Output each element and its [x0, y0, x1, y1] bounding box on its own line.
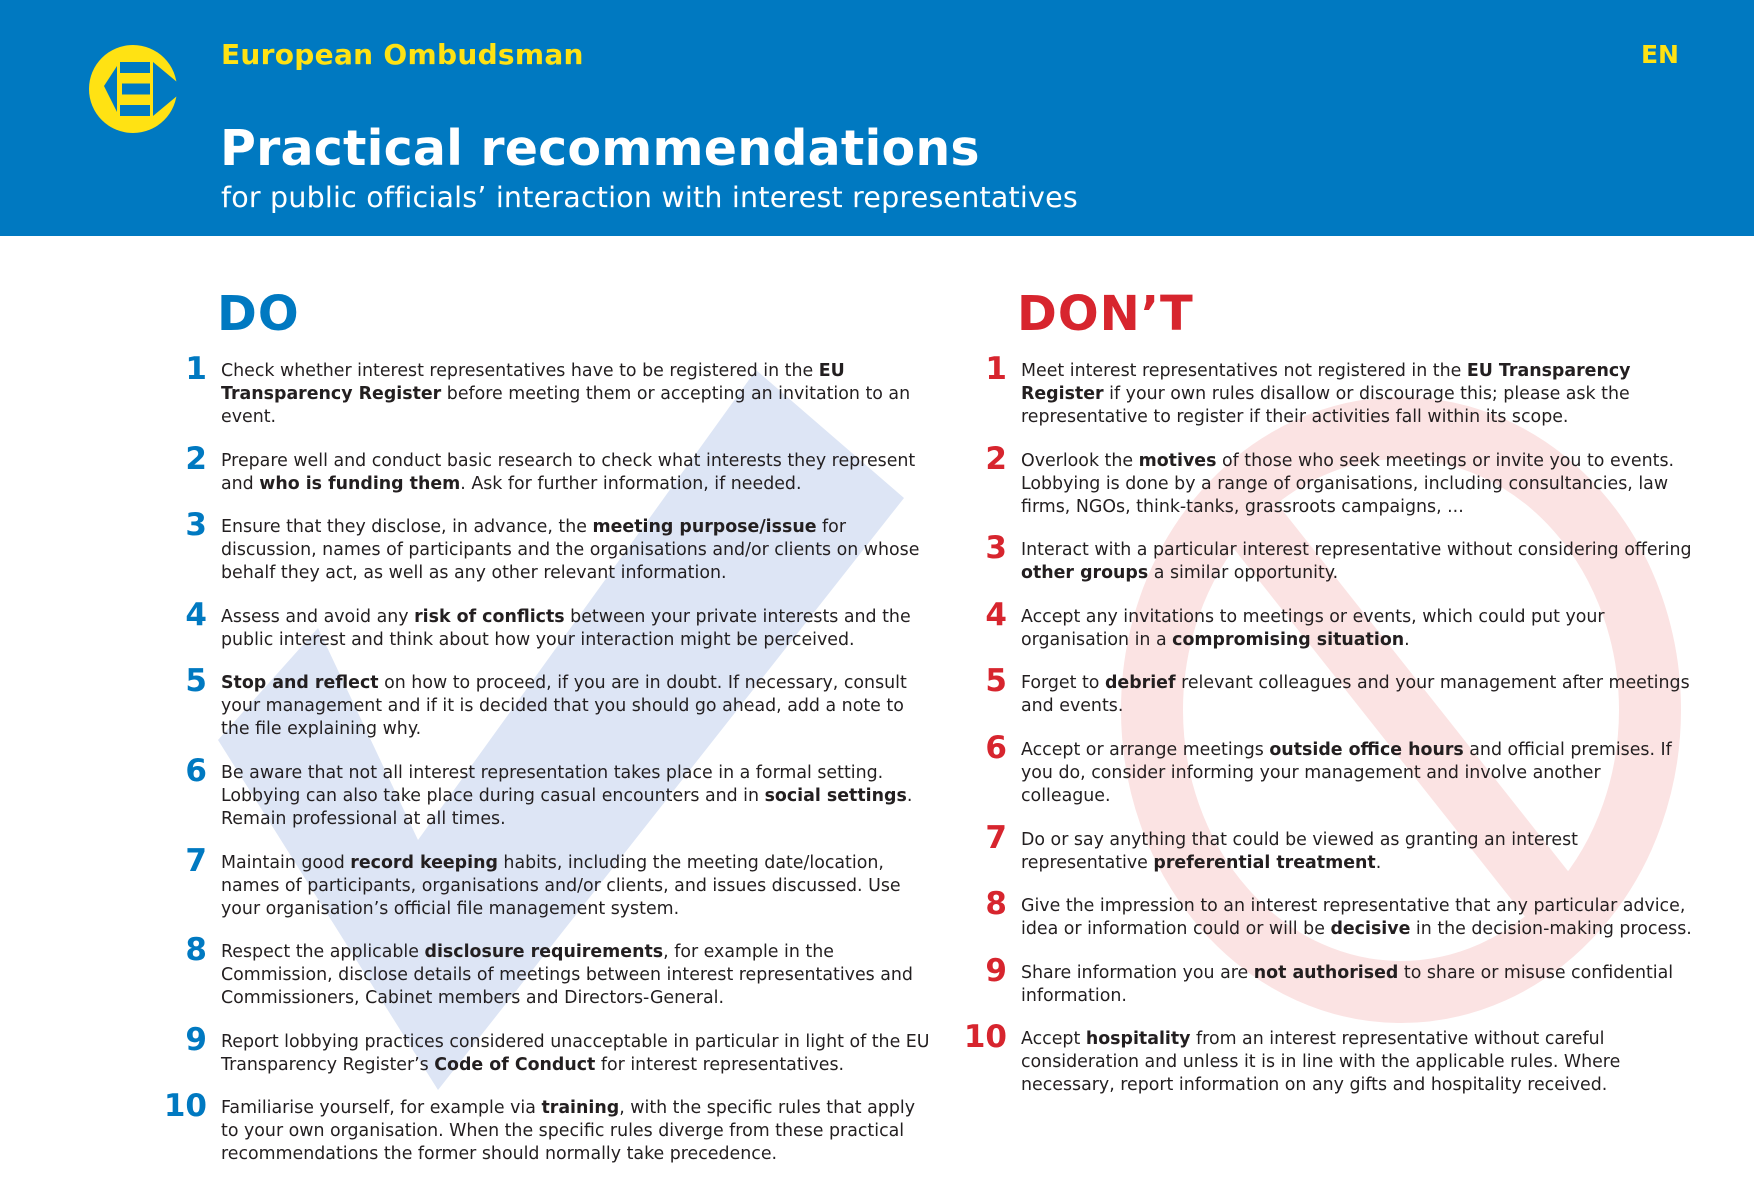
- body-text: , for example in the Commission, disclose details of meetings between interest representatives and Commissioners, Cabinet members and Directors-General.: [221, 942, 913, 1009]
- header-banner: [0, 0, 1754, 236]
- dont-item-text: [1021, 1028, 1692, 1097]
- emphasis-text: EU Transparency Register: [221, 361, 845, 404]
- emphasis-text: compromising situation: [1172, 629, 1405, 650]
- dont-item-text: [1021, 895, 1692, 941]
- body-text: to share or misuse confidential information.: [1021, 962, 1674, 1006]
- body-text: . Remain professional at all times.: [221, 785, 913, 829]
- body-text: if your own rules disallow or discourage this; please ask the representative to register if their activities fall within its scope.: [1021, 384, 1630, 427]
- dont-item-text: [1021, 739, 1692, 808]
- body-text: before meeting them or accepting an invitation to an event.: [221, 384, 911, 427]
- dont-item: [950, 663, 1692, 718]
- body-text: on how to proceed, if you are in doubt. If necessary, consult your management and if it is decided that you should go ahead, add a note to the file explaining why.: [221, 673, 907, 740]
- emphasis-text: EU Transparency Register: [1021, 361, 1631, 404]
- body-text: between your private interests and the public interest and think about how your interaction might be perceived.: [221, 606, 911, 650]
- do-list: [150, 351, 936, 1187]
- dont-item-text: [1021, 962, 1692, 1008]
- body-text: Respect the applicable: [221, 942, 425, 963]
- dont-item-number: 2: [985, 440, 1007, 477]
- dont-item-number: 6: [985, 729, 1007, 766]
- do-item: [150, 1021, 936, 1077]
- body-text: .: [1375, 852, 1382, 873]
- dont-item-number: 3: [985, 530, 1007, 567]
- do-item-number: 7: [185, 842, 207, 879]
- emphasis-text: disclosure requirements: [424, 942, 664, 963]
- emphasis-text: other groups: [1021, 563, 1149, 584]
- body-text: habits, including the meeting date/location, names of participants, organisations and/or clients, and issues discussed. Use your organisation’s official file management system.: [221, 852, 901, 919]
- do-item-number: 6: [185, 752, 207, 789]
- emphasis-text: debrief: [1104, 673, 1176, 694]
- body-text: Accept any invitations to meetings or events, which could put your organisation in a: [1021, 606, 1605, 650]
- dont-item: [950, 952, 1692, 1008]
- do-item-text: [221, 1097, 936, 1166]
- body-text: and official premises. If you do, consider informing your management and involve another colleague.: [1021, 739, 1672, 806]
- body-text: .: [1404, 629, 1410, 650]
- dont-item: [950, 530, 1692, 585]
- emphasis-text: risk of conflicts: [414, 606, 565, 627]
- emphasis-text: record keeping: [350, 852, 498, 873]
- dont-item: [950, 440, 1692, 519]
- dont-item-number: 8: [985, 886, 1007, 923]
- body-text: Be aware that not all interest representation takes place in a formal setting. Lobbying can also take place during casual encounters and in: [221, 762, 884, 806]
- do-item: [150, 440, 936, 496]
- emphasis-text: decisive: [1330, 919, 1411, 940]
- european-ombudsman-logo-icon: [86, 42, 180, 136]
- body-text: Report lobbying practices considered unacceptable in particular in light of the EU Transparency Register’s: [221, 1031, 930, 1075]
- dont-heading: DON’T: [1017, 286, 1194, 342]
- page-subtitle: for public officials’ interaction with interest representatives: [221, 181, 1078, 214]
- dont-item-text: [1021, 360, 1692, 429]
- body-text: from an interest representative without careful consideration and unless it is in line with the applicable rules. Where necessary, report information on any gifts and hospitality received.: [1021, 1029, 1621, 1096]
- do-item: [150, 1088, 936, 1166]
- do-item-text: [221, 516, 936, 585]
- dont-item-text: [1021, 539, 1692, 585]
- body-text: for discussion, names of participants and the organisations and/or clients on whose behalf they act, as well as any other relevant information.: [221, 517, 920, 584]
- body-text: Familiarise yourself, for example via: [221, 1098, 542, 1119]
- do-item-text: [221, 672, 936, 741]
- emphasis-text: Code of Conduct: [434, 1054, 596, 1075]
- dont-item-number: 9: [985, 952, 1007, 989]
- emphasis-text: Stop and reflect: [221, 673, 379, 694]
- do-item-number: 1: [185, 351, 207, 387]
- do-item-number: 10: [163, 1088, 207, 1125]
- emphasis-text: hospitality: [1085, 1029, 1191, 1050]
- dont-item: [950, 351, 1692, 429]
- do-item-number: 8: [185, 932, 207, 969]
- do-item-number: 2: [185, 440, 207, 477]
- body-text: , with the specific rules that apply to your own organisation. When the specific rules diverge from these practical recommendations the former should normally take precedence.: [221, 1098, 915, 1165]
- dont-item-text: [1021, 829, 1692, 875]
- emphasis-text: training: [541, 1098, 620, 1119]
- do-item-number: 4: [185, 596, 207, 633]
- do-item-text: [221, 450, 936, 496]
- emphasis-text: preferential treatment: [1153, 852, 1376, 873]
- body-text: Do or say anything that could be viewed as granting an interest representative: [1021, 829, 1578, 873]
- body-text: Meet interest representatives not registered in the: [1021, 361, 1467, 381]
- dont-item-text: [1021, 672, 1692, 718]
- body-text: . Ask for further information, if needed.: [460, 473, 802, 494]
- body-text: relevant colleagues and your management after meetings and events.: [1021, 673, 1690, 717]
- do-item-number: 3: [185, 507, 207, 544]
- body-text: Prepare well and conduct basic research to check what interests they represent and: [221, 450, 916, 494]
- do-item-number: 9: [185, 1021, 207, 1058]
- dont-item-text: [1021, 606, 1692, 652]
- organization-name: European Ombudsman: [221, 38, 584, 71]
- dont-item-text: [1021, 450, 1692, 519]
- body-text: Give the impression to an interest representative that any particular advice, idea or information could or will be: [1021, 896, 1686, 940]
- dont-item-number: 4: [985, 596, 1007, 633]
- do-item: [150, 507, 936, 585]
- dont-item-number: 5: [985, 663, 1007, 700]
- dont-item-number: 1: [985, 351, 1007, 387]
- dont-item-number: 7: [985, 819, 1007, 856]
- body-text: Forget to: [1021, 673, 1105, 694]
- body-text: Share information you are: [1021, 962, 1254, 983]
- body-text: of those who seek meetings or invite you to events. Lobbying is done by a range of organisations, including consultancies, law firms, NGOs, think-tanks, grassroots campaigns, ...: [1021, 450, 1675, 517]
- do-item-number: 5: [185, 663, 207, 700]
- body-text: a similar opportunity.: [1148, 563, 1339, 584]
- do-heading: DO: [217, 286, 300, 342]
- emphasis-text: outside office hours: [1269, 739, 1464, 760]
- emphasis-text: motives: [1138, 450, 1217, 471]
- do-item-text: [221, 360, 936, 429]
- emphasis-text: who is funding them: [259, 473, 461, 494]
- dont-item: [950, 729, 1692, 808]
- language-code: EN: [1640, 40, 1679, 69]
- do-item-text: [221, 1031, 936, 1077]
- do-item: [150, 596, 936, 652]
- do-item: [150, 351, 936, 429]
- do-item-text: [221, 606, 936, 652]
- do-item-text: [221, 762, 936, 831]
- do-item: [150, 932, 936, 1010]
- do-item: [150, 752, 936, 831]
- body-text: Assess and avoid any: [221, 606, 415, 627]
- dont-item: [950, 596, 1692, 652]
- body-text: Overlook the: [1021, 450, 1139, 471]
- body-text: Accept or arrange meetings: [1021, 739, 1270, 760]
- body-text: Ensure that they disclose, in advance, the: [221, 517, 593, 538]
- body-text: Accept: [1021, 1029, 1086, 1050]
- do-item: [150, 663, 936, 741]
- body-text: Interact with a particular interest representative without considering offering: [1021, 540, 1692, 561]
- dont-list: [950, 351, 1692, 1118]
- emphasis-text: not authorised: [1253, 962, 1399, 983]
- dont-item-number: 10: [963, 1019, 1007, 1056]
- dont-item: [950, 1019, 1692, 1097]
- emphasis-text: meeting purpose/issue: [592, 517, 817, 538]
- dont-item: [950, 886, 1692, 941]
- body-text: Maintain good: [221, 852, 351, 873]
- body-text: in the decision-making process.: [1410, 919, 1692, 940]
- emphasis-text: social settings: [764, 785, 907, 806]
- do-item-text: [221, 852, 936, 921]
- body-text: Check whether interest representatives have to be registered in the: [221, 361, 819, 381]
- do-item-text: [221, 941, 936, 1010]
- do-item: [150, 842, 936, 921]
- dont-item: [950, 819, 1692, 875]
- body-text: for interest representatives.: [595, 1054, 845, 1075]
- page-title: Practical recommendations: [220, 120, 980, 177]
